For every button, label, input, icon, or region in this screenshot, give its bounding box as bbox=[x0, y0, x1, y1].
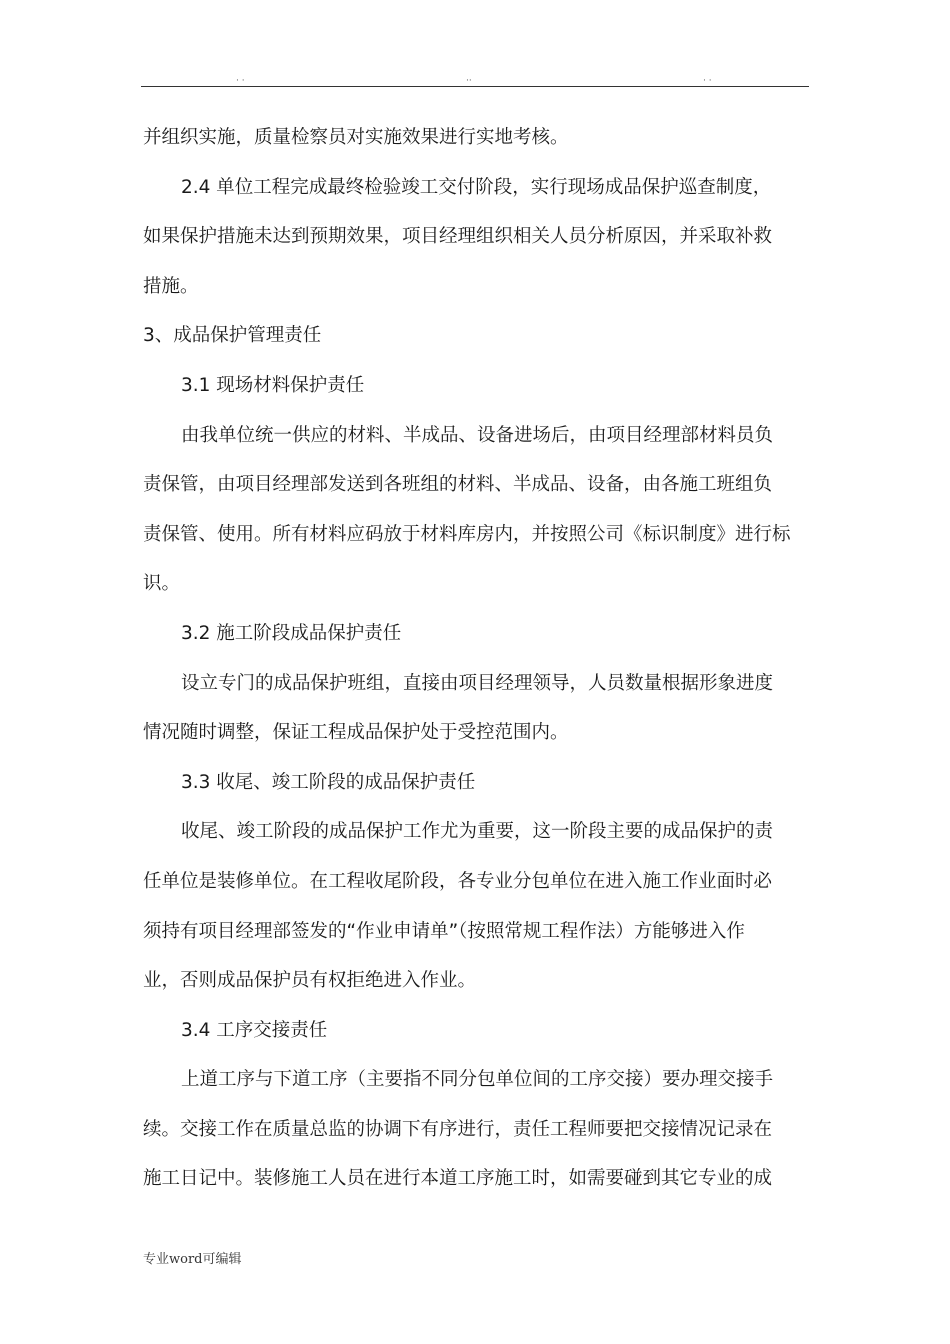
subsection-heading: 3.2 施工阶段成品保护责任 bbox=[181, 622, 402, 644]
body-line: 须持有项目经理部签发的“作业申请单”（按照常规工程作法）方能够进入作 bbox=[143, 920, 745, 942]
subsection-heading: 3.1 现场材料保护责任 bbox=[181, 374, 365, 396]
subsection-heading: 3.4 工序交接责任 bbox=[181, 1019, 328, 1041]
header-mark-center: ·· bbox=[466, 76, 472, 86]
body-line: 并组织实施，质量检察员对实施效果进行实地考核。 bbox=[143, 127, 569, 148]
body-line: 情况随时调整，保证工程成品保护处于受控范围内。 bbox=[143, 722, 569, 744]
subsection-heading: 3.3 收尾、竣工阶段的成品保护责任 bbox=[181, 771, 476, 793]
body-line: 责保管，由项目经理部发送到各班组的材料、半成品、设备，由各施工班组负 bbox=[143, 474, 773, 496]
page-footer: 专业word可编辑 bbox=[143, 1252, 242, 1267]
body-line: 施工日记中。装修施工人员在进行本道工序施工时，如需要碰到其它专业的成 bbox=[143, 1168, 773, 1190]
header-mark-right: · · bbox=[703, 76, 712, 86]
body-line: 上道工序与下道工序（主要指不同分包单位间的工序交接）要办理交接手 bbox=[181, 1069, 774, 1091]
body-line: 收尾、竣工阶段的成品保护工作尤为重要，这一阶段主要的成品保护的责 bbox=[181, 821, 774, 843]
body-line: 责保管、使用。所有材料应码放于材料库房内，并按照公司《标识制度》进行标 bbox=[143, 523, 791, 545]
body-line: 识。 bbox=[143, 573, 181, 595]
header-rule bbox=[141, 86, 809, 87]
document-body bbox=[143, 113, 811, 1204]
body-line: 设立专门的成品保护班组，直接由项目经理领导，人员数量根据形象进度 bbox=[181, 672, 774, 694]
body-line: 如果保护措施未达到预期效果，项目经理组织相关人员分析原因，并采取补救 bbox=[143, 226, 773, 248]
body-line: 任单位是装修单位。在工程收尾阶段，各专业分包单位在进入施工作业面时必 bbox=[143, 870, 773, 892]
body-line: 续。交接工作在质量总监的协调下有序进行，责任工程师要把交接情况记录在 bbox=[143, 1118, 773, 1140]
section-heading: 3、成品保护管理责任 bbox=[143, 325, 322, 347]
body-line: 业，否则成品保护员有权拒绝进入作业。 bbox=[143, 970, 477, 992]
body-line: 措施。 bbox=[143, 275, 199, 297]
body-line: 2.4 单位工程完成最终检验竣工交付阶段，实行现场成品保护巡查制度， bbox=[181, 176, 772, 198]
header-mark-left: · · bbox=[236, 76, 245, 86]
body-line: 由我单位统一供应的材料、半成品、设备进场后，由项目经理部材料员负 bbox=[181, 424, 774, 446]
